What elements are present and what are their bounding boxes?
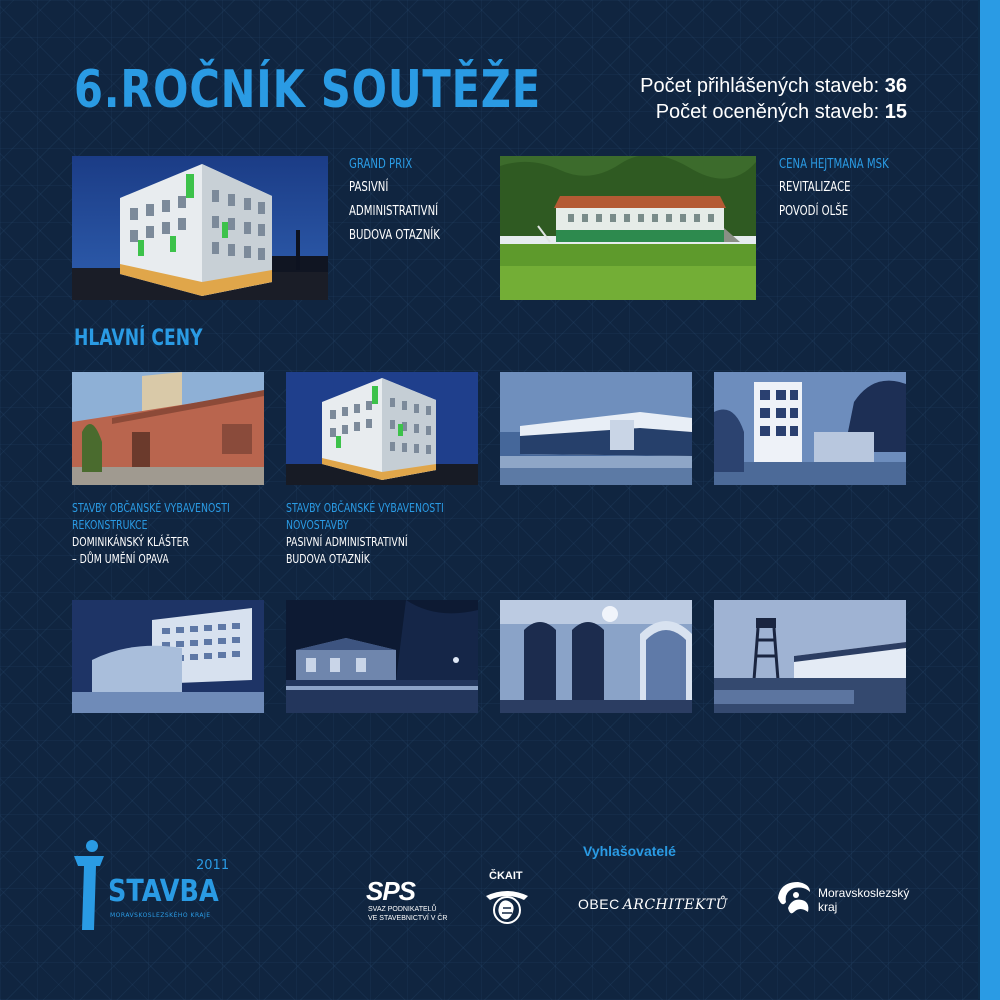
side-stripe xyxy=(978,0,1000,1000)
obec-architektu-logo: OBEC ARCHITEKTŮ xyxy=(578,896,728,913)
caption-grand-prix: GRAND PRIX PASIVNÍ ADMINISTRATIVNÍ BUDOVA OTAZNÍK xyxy=(349,157,440,243)
photo-mono-tower-building xyxy=(714,372,906,485)
photo-mono-mine-tower xyxy=(714,600,906,713)
caption-otaznik-building: STAVBY OBČANSKÉ VYBAVENOSTI NOVOSTAVBY PASIVNÍ ADMINISTRATIVNÍ BUDOVA OTAZNÍK xyxy=(286,501,444,566)
photo-dominican-monastery xyxy=(72,372,264,485)
photo-cena-hejtmana xyxy=(500,156,756,300)
sps-logo: SPS SVAZ PODNIKATELŮ VE STAVEBNICTVÍ V ČR xyxy=(366,876,448,922)
photo-grand-prix xyxy=(72,156,328,300)
section-title-main-prizes: HLAVNÍ CENY xyxy=(74,326,203,351)
page-title: 6.ROČNÍK SOUTĚŽE xyxy=(74,60,541,120)
stats-block xyxy=(640,73,907,125)
awarded-count: Počet oceněných staveb: 15 xyxy=(655,101,907,123)
photo-mono-hotel xyxy=(72,600,264,713)
caption-dominican-monastery: STAVBY OBČANSKÉ VYBAVENOSTI REKONSTRUKCE DOMINIKÁNSKÝ KLÁŠTER – DŮM UMĚNÍ OPAVA xyxy=(72,501,230,566)
photo-mono-modern-pavilion xyxy=(500,372,692,485)
stavba-logo: 2011 STAVBA MORAVSKOSLEZSKÉHO KRAJE xyxy=(72,840,232,940)
registered-count: Počet přihlášených staveb: 36 xyxy=(640,75,907,97)
photo-otaznik-building xyxy=(286,372,478,485)
photo-mono-station xyxy=(286,600,478,713)
ckait-logo: ČKAIT xyxy=(484,870,530,930)
msk-logo: Moravskoslezský kraj xyxy=(774,878,914,922)
msk-emblem-icon xyxy=(774,878,814,918)
announcers-label: Vyhlašovatelé xyxy=(583,843,676,859)
caption-cena-hejtmana: CENA HEJTMANA MSK REVITALIZACE POVODÍ OLŠE xyxy=(779,157,889,219)
photo-mono-interior xyxy=(500,600,692,713)
stavba-figure-icon xyxy=(72,840,106,936)
ckait-emblem-icon xyxy=(484,884,530,930)
